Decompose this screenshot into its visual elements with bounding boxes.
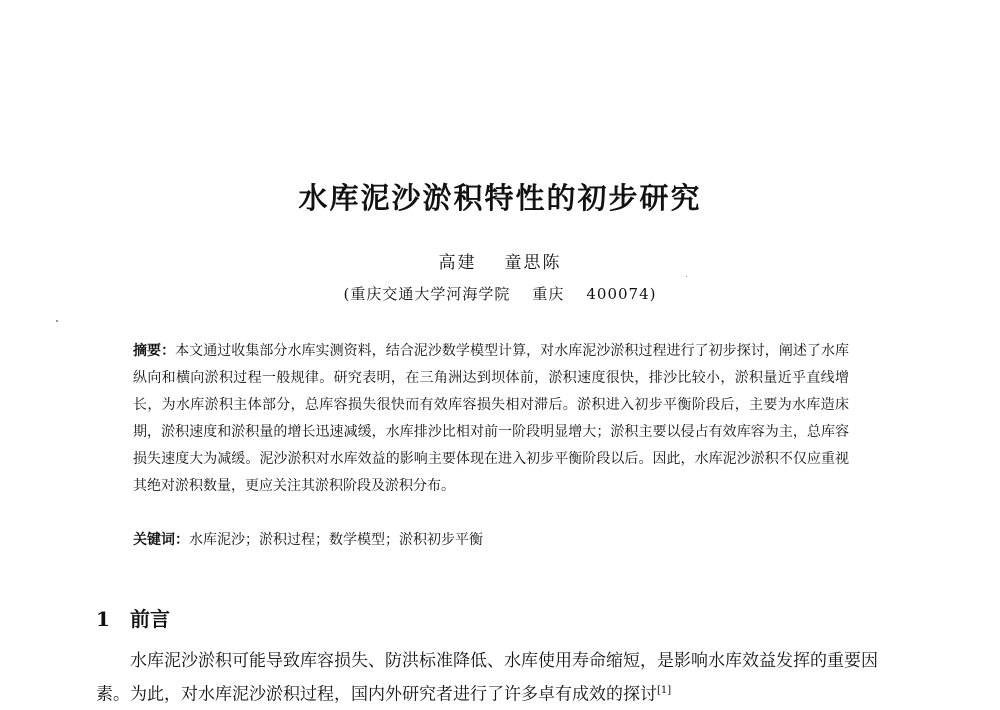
affiliation-institution: (重庆交通大学河海学院	[343, 285, 511, 303]
author-list	[0, 248, 1000, 273]
affiliation-postcode: 400074)	[586, 285, 657, 303]
citation-marker: [1]	[657, 685, 672, 696]
keywords-text: 水库泥沙；淤积过程；数学模型；淤积初步平衡	[189, 532, 483, 548]
scan-speck	[56, 320, 58, 322]
section-heading	[96, 603, 170, 632]
abstract	[133, 338, 849, 500]
keywords-label: 关键词：	[133, 532, 189, 548]
author-name: 高建	[438, 253, 477, 273]
affiliation	[0, 283, 1000, 304]
body-paragraph: 水库泥沙淤积可能导致库容损失、防洪标准降低、水库使用寿命缩短，是影响水库效益发挥的重要因素。为此，对水库泥沙淤积过程，国内外研究者进行了许多卓有成效的探讨	[96, 651, 878, 705]
section-number: 1	[96, 607, 110, 631]
abstract-label: 摘要：	[133, 343, 176, 359]
section-title: 前言	[130, 607, 170, 631]
keywords	[133, 527, 849, 554]
affiliation-city: 重庆	[532, 285, 565, 303]
author-name: 童思陈	[504, 253, 562, 273]
abstract-text: 本文通过收集部分水库实测资料，结合泥沙数学模型计算，对水库泥沙淤积过程进行了初步探讨，阐述了水库纵向和横向淤积过程一般规律。研究表明，在三角洲达到坝体前，淤积速度很快，排沙比较小，淤积量近乎直线增长，为水库淤积主体部分，总库容损失很快而有效库容损失相对滞后。淤积进入初步平衡阶段后，主要为水库造床期，淤积速度和淤积量的增长迅速减缓，水库排沙比相对前一阶段明显增大；淤积主要以侵占有效库容为主，总库容损失速度大为减缓。泥沙淤积对水库效益的影响主要体现在进入初步平衡阶段以后。因此，水库泥沙淤积不仅应重视其绝对淤积数量，更应关注其淤积阶段及淤积分布。	[133, 343, 850, 494]
paper-title: 水库泥沙淤积特性的初步研究	[298, 181, 702, 215]
scan-speck	[686, 276, 687, 277]
section-body-text	[96, 646, 888, 710]
